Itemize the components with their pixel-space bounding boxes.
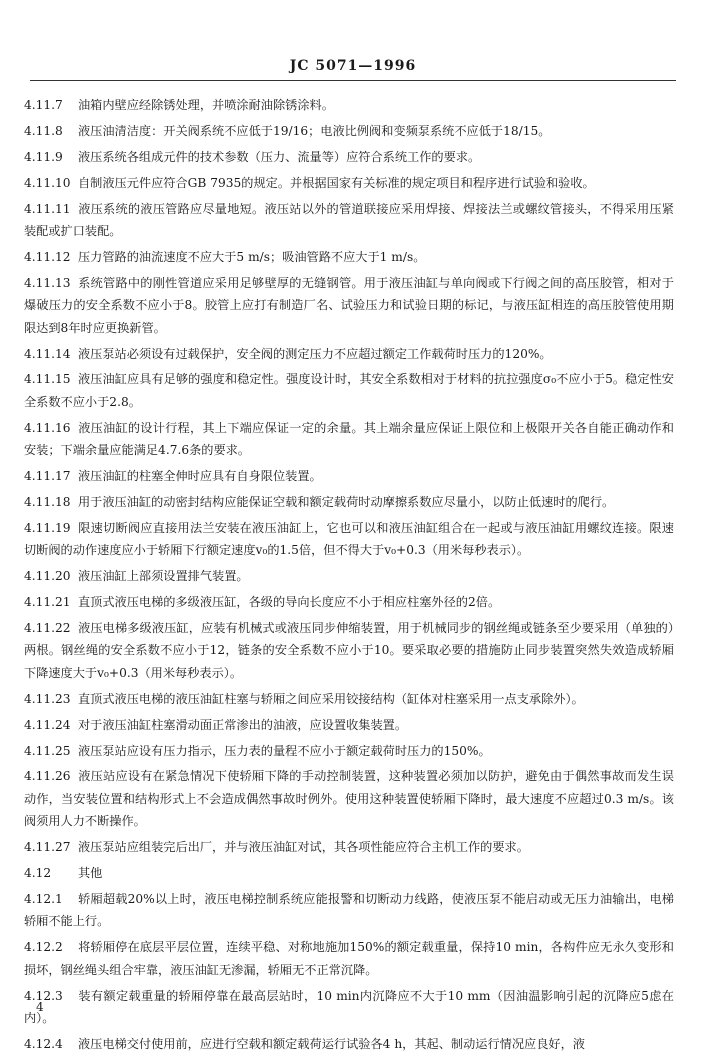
clause-paragraph — [24, 343, 674, 365]
clause-number: 4.11.18 — [24, 495, 71, 509]
clause-number: 4.11.25 — [24, 743, 71, 758]
clause-paragraph — [24, 565, 674, 587]
clause-number: 4.12 — [24, 866, 52, 881]
clause-text: 液压系统各组成元件的技术参数（压力、流量等）应符合系统工作的要求。 — [78, 149, 481, 164]
clause-number: 4.11.12 — [24, 249, 71, 264]
clause-paragraph — [24, 146, 674, 168]
clause-paragraph — [24, 517, 674, 562]
clause-paragraph — [24, 888, 674, 933]
clause-paragraph — [24, 740, 674, 762]
clause-text: 限速切断阀应直接用法兰安装在液压油缸上，它也可以和液压油缸组合在一起或与液压油缸用螺纹连接。限速切断阀的动作速度应小于轿厢下行额定速度v₀的1.5倍，但不得大于v₀+0.3（用米每秒表示）。 — [24, 520, 674, 558]
clause-paragraph — [24, 491, 674, 513]
page-number: 4 — [36, 1000, 44, 1014]
clause-number: 4.11.7 — [24, 98, 63, 112]
clause-paragraph — [24, 172, 674, 194]
clause-number: 4.11.22 — [24, 621, 71, 636]
clause-paragraph — [24, 417, 674, 462]
clause-paragraph — [24, 198, 674, 243]
clause-number: 4.12.4 — [24, 1036, 63, 1051]
clause-text: 系统管路中的刚性管道应采用足够壁厚的无缝钢管。用于液压油缸与单向阀或下行阀之间的高压胶管，相对于爆破压力的安全系数不应小于8。胶管上应打有制造厂名、试验压力和试验日期的标记，与液压缸相连的高压胶管使用期限达到8年时应更换新管。 — [24, 275, 674, 335]
clause-text: 液压电梯多级液压缸，应装有机械式或液压同步伸缩装置，用于机械同步的钢丝绳或链条至少要采用（单独的）两根。钢丝绳的安全系数不应小于12，链条的安全系数不应小于10。要采取必要的措施防止同步装置突然失效造成轿厢下降速度大于v₀+0.3（用米每秒表示）。 — [24, 621, 674, 680]
clause-text: 液压油清洁度：开关阀系统不应低于19/16；电液比例阀和变频泵系统不应低于18/15。 — [78, 123, 551, 138]
clause-paragraph — [24, 862, 674, 884]
clause-number: 4.11.14 — [24, 346, 71, 361]
clause-number: 4.12.1 — [24, 892, 63, 906]
clause-text: 液压油缸的柱塞全伸时应具有自身限位装置。 — [78, 469, 322, 484]
clause-paragraph — [24, 272, 674, 339]
clause-text: 液压泵站应组装完后出厂，并与液压油缸对试，其各项性能应符合主机工作的要求。 — [78, 840, 529, 855]
clause-number: 4.11.15 — [24, 372, 71, 387]
clause-number: 4.11.19 — [24, 520, 71, 535]
clause-paragraph — [24, 936, 674, 981]
clause-text: 其他 — [78, 866, 103, 881]
clause-number: 4.11.16 — [24, 420, 71, 435]
clause-number: 4.12.2 — [24, 940, 63, 955]
clause-paragraph — [24, 1033, 674, 1055]
clause-number: 4.11.10 — [24, 175, 71, 190]
clause-text: 将轿厢停在底层平层位置，连续平稳、对称地施加150%的额定载重量，保持10 min，各构件应无永久变形和损坏，钢丝绳头组合牢靠，液压油缸无渗漏，轿厢无不正常沉降。 — [24, 940, 674, 977]
clause-text: 直顶式液压电梯的液压油缸柱塞与轿厢之间应采用铰接结构（缸体对柱塞采用一点支承除外）。 — [78, 691, 584, 706]
clause-number: 4.11.13 — [24, 275, 71, 290]
clause-number: 4.11.24 — [24, 717, 71, 732]
clause-number: 4.11.11 — [24, 201, 71, 216]
clause-text: 液压油缸的设计行程，其上下端应保证一定的余量。其上端余量应保证上限位和上极限开关各自能正确动作和安装；下端余量应能满足4.7.6条的要求。 — [24, 420, 674, 458]
clause-text: 油箱内壁应经除锈处理，并喷涂耐油除锈涂料。 — [78, 98, 334, 112]
clause-text: 压力管路的油流速度不应大于5 m/s；吸油管路不应大于1 m/s。 — [78, 249, 426, 264]
standard-code-header: JC 5071—1996 — [289, 58, 417, 74]
clause-number: 4.11.8 — [24, 123, 63, 138]
clause-text: 对于液压油缸柱塞滑动面正常渗出的油液，应设置收集装置。 — [78, 717, 408, 732]
clause-paragraph — [24, 368, 674, 413]
clause-number: 4.11.20 — [24, 569, 71, 584]
clause-paragraph — [24, 465, 674, 487]
clause-text: 液压油缸应具有足够的强度和稳定性。强度设计时，其安全系数相对于材料的抗拉强度σ₀不应小于5。稳定性安全系数不应小于2.8。 — [24, 372, 674, 409]
clause-text: 直顶式液压电梯的多级液压缸，各级的导向长度应不小于相应柱塞外径的2倍。 — [78, 595, 501, 610]
clause-paragraph — [24, 836, 674, 858]
clause-paragraph — [24, 714, 674, 736]
clause-paragraph — [24, 591, 674, 613]
clause-number: 4.11.17 — [24, 469, 71, 484]
clause-number: 4.11.9 — [24, 149, 63, 164]
header-rule — [30, 80, 676, 81]
clause-text: 装有额定载重量的轿厢停靠在最高层站时，10 min内沉降应不大于10 mm（因油温影响引起的沉降应5虑在内）。 — [24, 988, 674, 1026]
clause-text: 液压站应设有在紧急情况下使轿厢下降的手动控制装置，这种装置必须加以防护，避免由于偶然事故而发生误动作，当安装位置和结构形式上不会造成偶然事故时例外。使用这种装置使轿厢下降时，最大速度不应超过0.3 m/s。该阀须用人力不断操作。 — [24, 769, 674, 829]
clause-text: 液压电梯交付使用前，应进行空载和额定载荷运行试验各4 h，其起、制动运行情况应良好，液 — [78, 1036, 585, 1051]
clause-paragraph — [24, 765, 674, 832]
clause-paragraph — [24, 120, 674, 142]
clause-text: 液压油缸上部须设置排气装置。 — [78, 569, 249, 584]
clause-number: 4.12.3 — [24, 988, 63, 1003]
clause-text: 液压系统的液压管路应尽量地短。液压站以外的管道联接应采用焊接、焊接法兰或螺纹管接头，不得采用压紧装配或扩口装配。 — [24, 201, 674, 239]
clause-paragraph — [24, 617, 674, 684]
document-body — [24, 94, 674, 1059]
clause-number: 4.11.26 — [24, 769, 71, 784]
clause-paragraph — [24, 985, 674, 1030]
clause-number: 4.11.27 — [24, 840, 71, 855]
clause-number: 4.11.23 — [24, 691, 71, 706]
clause-number: 4.11.21 — [24, 595, 71, 610]
clause-text: 自制液压元件应符合GB 7935的规定。并根据国家有关标准的规定项目和程序进行试验和验收。 — [78, 175, 595, 190]
clause-text: 液压泵站应设有压力指示，压力表的量程不应小于额定载荷时压力的150%。 — [78, 743, 491, 758]
clause-text: 用于液压油缸的动密封结构应能保证空载和额定载荷时动摩擦系数应尽量小，以防止低速时的爬行。 — [78, 495, 615, 509]
clause-paragraph — [24, 94, 674, 116]
clause-text: 液压泵站必须设有过载保护，安全阀的测定压力不应超过额定工作载荷时压力的120%。 — [78, 346, 552, 361]
clause-text: 轿厢超载20%以上时，液压电梯控制系统应能报警和切断动力线路，使液压泵不能启动或无压力油输出，电梯轿厢不能上行。 — [24, 892, 674, 929]
clause-paragraph — [24, 688, 674, 710]
clause-paragraph — [24, 246, 674, 268]
